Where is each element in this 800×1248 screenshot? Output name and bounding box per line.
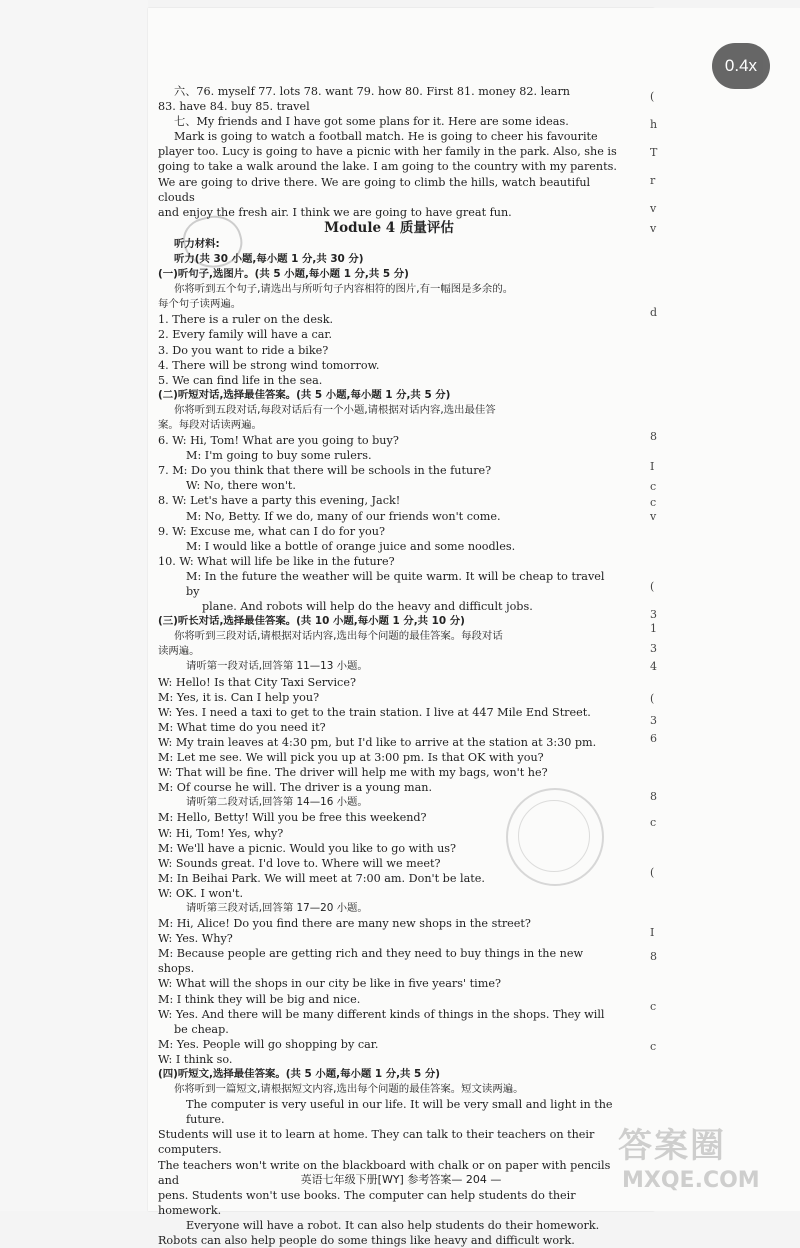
edge-char: 3 — [650, 642, 657, 655]
page-footer: 英语七年级下册[WY] 参考答案— 204 — — [300, 1173, 502, 1186]
dialog-line: be cheap. — [174, 1022, 229, 1036]
edge-char: ( — [650, 580, 655, 593]
essay-line: Mark is going to watch a football match. He is going to cheer his favourite — [174, 130, 598, 144]
dialog-line: W: Sounds great. I'd love to. Where will we meet? — [158, 856, 441, 870]
part1-item: 2. Every family will have a car. — [158, 328, 333, 342]
passage-line: pens. Students won't use books. The computer can help students do their homework. — [158, 1188, 576, 1217]
passage-line: Students will use it to learn at home. They can talk to their teachers on their computers. — [158, 1128, 595, 1157]
viewer-background — [0, 0, 148, 1211]
edge-char: ( — [650, 692, 655, 705]
dialog-line: 7. M: Do you think that there will be schools in the future? — [158, 464, 492, 478]
dialog-line: M: Hello, Betty! Will you be free this weekend? — [158, 811, 427, 825]
edge-char: 8 — [650, 790, 657, 803]
part1-item: 4. There will be strong wind tomorrow. — [158, 358, 380, 372]
edge-char: ( — [650, 90, 655, 103]
dialog2-heading: 请听第二段对话,回答第 14—16 小题。 — [186, 796, 368, 809]
dialog-line: 8. W: Let's have a party this evening, Jack! — [158, 494, 401, 508]
edge-char: h — [650, 118, 658, 131]
listening-section-heading: 听力(共 30 小题,每小题 1 分,共 30 分) — [174, 252, 364, 265]
passage-line: Everyone will have a robot. It can also help students do their homework. — [186, 1218, 600, 1232]
edge-char: v — [650, 202, 657, 215]
dialog-line: W: My train leaves at 4:30 pm, but I'd like to arrive at the station at 3:30 pm. — [158, 735, 597, 749]
dialog-line: 10. W: What will life be like in the future? — [158, 554, 395, 568]
part1-instructions-2: 每个句子读两遍。 — [158, 298, 242, 311]
part2-instructions-2: 案。每段对话读两遍。 — [158, 418, 262, 431]
part1-item: 5. We can find life in the sea. — [158, 373, 323, 387]
dialog-line: W: No, there won't. — [186, 479, 296, 493]
dialog-line: M: Let me see. We will pick you up at 3:00 pm. Is that OK with you? — [158, 751, 544, 765]
dialog-line: M: I think they will be big and nice. — [158, 992, 361, 1006]
dialog-line: 9. W: Excuse me, what can I do for you? — [158, 524, 385, 538]
part4-title: (四)听短文,选择最佳答案。(共 5 小题,每小题 1 分,共 5 分) — [158, 1068, 441, 1080]
dialog-line: M: Hi, Alice! Do you find there are many new shops in the street? — [158, 917, 531, 931]
part1-item: 1. There is a ruler on the desk. — [158, 313, 334, 327]
essay-line: and enjoy the fresh air. I think we are going to have great fun. — [158, 205, 512, 219]
dialog-line: W: Yes. And there will be many different kinds of things in the shops. They will — [158, 1007, 605, 1021]
dialog-line: M: Yes, it is. Can I help you? — [158, 690, 320, 704]
module-title: Module 4 质量评估 — [324, 219, 454, 236]
watermark-logo: 答案圈 — [618, 1126, 726, 1166]
dialog-line: M: We'll have a picnic. Would you like to go with us? — [158, 841, 457, 855]
passage-line: The computer is very useful in our life. It will be very small and light in the future. — [186, 1098, 613, 1127]
dialog-line: W: Yes. I need a taxi to get to the train station. I live at 447 Mile End Street. — [158, 705, 591, 719]
edge-char: v — [650, 510, 657, 523]
edge-char: 3 — [650, 608, 657, 621]
edge-char: I — [650, 460, 655, 473]
part1-instructions: 你将听到五个句子,请选出与所听句子内容相符的图片,有一幅图是多余的。 — [174, 283, 514, 296]
edge-char: r — [650, 174, 656, 187]
passage-line: Robots can also help people do some things like heavy and difficult work. — [158, 1234, 575, 1248]
dialog-line: W: Hi, Tom! Yes, why? — [158, 826, 284, 840]
edge-char: 8 — [650, 430, 657, 443]
section-seven-intro: 七、My friends and I have got some plans for it. Here are some ideas. — [174, 115, 569, 129]
answers-six: 六、76. myself 77. lots 78. want 79. how 80. First 81. money 82. learn — [174, 85, 571, 98]
part3-instructions-2: 读两遍。 — [158, 645, 200, 658]
part1-title: (一)听句子,选图片。(共 5 小题,每小题 1 分,共 5 分) — [158, 268, 409, 281]
document-content — [158, 84, 620, 1248]
part4-instructions: 你将听到一篇短文,请根据短文内容,选出每个问题的最佳答案。短文读两遍。 — [174, 1083, 524, 1096]
dialog-line: M: Because people are getting rich and they need to buy things in the new shops. — [158, 947, 584, 976]
dialog-line: M: I would like a bottle of orange juice and some noodles. — [186, 539, 516, 553]
dialog-line: M: I'm going to buy some rulers. — [186, 449, 372, 463]
dialog-line: M: In the future the weather will be quite warm. It will be cheap to travel by — [186, 569, 605, 598]
dialog-line: M: What time do you need it? — [158, 720, 326, 734]
part1-item: 3. Do you want to ride a bike? — [158, 343, 329, 357]
edge-char: c — [650, 496, 657, 509]
part3-title: (三)听长对话,选择最佳答案。(共 10 小题,每小题 1 分,共 10 分) — [158, 615, 465, 628]
dialog1-heading: 请听第一段对话,回答第 11—13 小题。 — [186, 660, 368, 673]
dialog-line: W: Yes. Why? — [158, 932, 233, 946]
part2-instructions: 你将听到五段对话,每段对话后有一个小题,请根据对话内容,选出最佳答 — [174, 403, 496, 416]
answers-six-continued: 83. have 84. buy 85. travel — [158, 100, 310, 114]
dialog-line: M: Yes. People will go shopping by car. — [158, 1037, 379, 1051]
listening-material-heading: 听力材料: — [174, 237, 220, 250]
edge-char: c — [650, 480, 657, 493]
dialog-line: plane. And robots will help do the heavy and difficult jobs. — [202, 600, 533, 614]
dialog3-heading: 请听第三段对话,回答第 17—20 小题。 — [186, 901, 368, 914]
edge-char: c — [650, 816, 657, 829]
next-page-edge — [654, 8, 800, 1211]
dialog-line: M: In Beihai Park. We will meet at 7:00 am. Don't be late. — [158, 871, 485, 885]
dialog-line: 6. W: Hi, Tom! What are you going to buy? — [158, 434, 399, 448]
watermark-url: MXQE.COM — [622, 1168, 760, 1193]
passage-line: The teachers won't write on the blackboard with chalk or on paper with pencils and — [158, 1158, 611, 1187]
edge-char: c — [650, 1040, 657, 1053]
edge-char: 3 — [650, 714, 657, 727]
essay-line: player too. Lucy is going to have a picnic with her family in the park. Also, she is — [158, 145, 617, 159]
edge-char: T — [650, 146, 658, 159]
dialog-line: W: I think so. — [158, 1052, 233, 1066]
zoom-level-badge[interactable]: 0.4x — [712, 43, 770, 89]
dialog-line: M: No, Betty. If we do, many of our friends won't come. — [186, 509, 501, 523]
edge-char: v — [650, 222, 657, 235]
edge-char: 6 — [650, 732, 657, 745]
dialog-line: W: What will the shops in our city be like in five years' time? — [158, 977, 501, 991]
dialog-line: W: Hello! Is that City Taxi Service? — [158, 675, 356, 689]
dialog-line: W: That will be fine. The driver will help me with my bags, won't he? — [158, 766, 548, 780]
essay-line: going to take a walk around the lake. I am going to the country with my parents. — [158, 160, 617, 174]
edge-char: I — [650, 926, 655, 939]
part2-title: (二)听短对话,选择最佳答案。(共 5 小题,每小题 1 分,共 5 分) — [158, 388, 451, 401]
edge-char: 4 — [650, 660, 657, 673]
edge-char: 8 — [650, 950, 657, 963]
essay-line: We are going to drive there. We are going to climb the hills, watch beautiful clouds — [158, 175, 591, 204]
dialog-line: W: OK. I won't. — [158, 886, 244, 900]
dialog-line: M: Of course he will. The driver is a young man. — [158, 781, 433, 795]
edge-char: c — [650, 1000, 657, 1013]
edge-char: 1 — [650, 622, 657, 635]
edge-char: d — [650, 306, 658, 319]
part3-instructions: 你将听到三段对话,请根据对话内容,选出每个问题的最佳答案。每段对话 — [174, 630, 503, 643]
edge-char: ( — [650, 866, 655, 879]
